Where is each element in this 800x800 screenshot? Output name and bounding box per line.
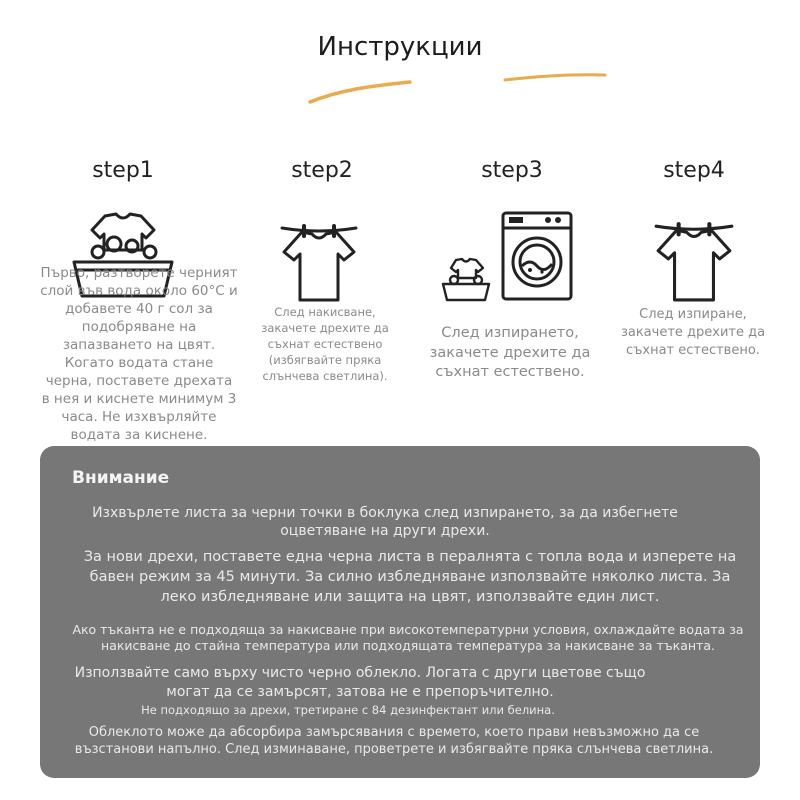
step1-label: step1 (92, 158, 154, 183)
brush-stroke-decoration (300, 60, 620, 110)
step3-label: step3 (481, 158, 543, 183)
washing-machine-icon (500, 210, 574, 302)
step4-label: step4 (663, 158, 725, 183)
attention-panel (40, 446, 760, 778)
small-washing-bowl-icon (440, 256, 492, 304)
attention-paragraph-5: Не подходящо за дрехи, третиране с 84 дезинфектант или белина. (141, 703, 555, 717)
hanging-shirt-icon (652, 218, 736, 304)
page-title: Инструкции (317, 32, 483, 62)
attention-paragraph-2: За нови дрехи, поставете една черна листа в пералнята с топла вода и изперете на бавен режим за 45 минути. За силно избледняване използвайте няколко листа. За леко избледняване или защита на цвят, използвайте един лист. (83, 549, 737, 605)
attention-paragraph-6: Облеклото може да абсорбира замърсявания с времето, което прави невъзможно да се възстанови напълно. След изминаване, проветрете и избягвайте пряка слънчева светлина. (74, 725, 714, 757)
step1-description: Първо, разтворете черният слой във вода около 60°C и добавете 40 г сол за подобряване на запазването на цвят. Когато водата стане черна, поставете дрехата в нея и киснете минимум 3 часа. Не изхвърляйте водата за киснене. (40, 265, 238, 443)
step2-label: step2 (291, 158, 353, 183)
attention-paragraph-1: Изхвърлете листа за черни точки в боклука след изпирането, за да избегнете оцветяване на други дрехи. (92, 505, 678, 539)
step2-description: След накисване, закачете дрехите да съхнат естествено (избягвайте пряка слънчева светлина). (261, 305, 389, 383)
step3-description: След изпирането, закачете дрехите да съхнат естествено. (429, 325, 591, 380)
hanging-shirt-icon (278, 220, 360, 304)
attention-paragraph-4: Използвайте само върху чисто черно облекло. Логата с други цветове също могат да се замърсят, затова не е препоръчително. (74, 665, 646, 700)
attention-title: Внимание (72, 468, 170, 488)
attention-paragraph-3: Ако тъканта не е подходяща за накисване при високотемпературни условия, охлаждайте водата за накисване до стайна температура или подходящата температура за накисване за тъканта. (72, 622, 744, 653)
step4-description: След изпиране, закачете дрехите да съхнат естествено. (620, 307, 766, 358)
